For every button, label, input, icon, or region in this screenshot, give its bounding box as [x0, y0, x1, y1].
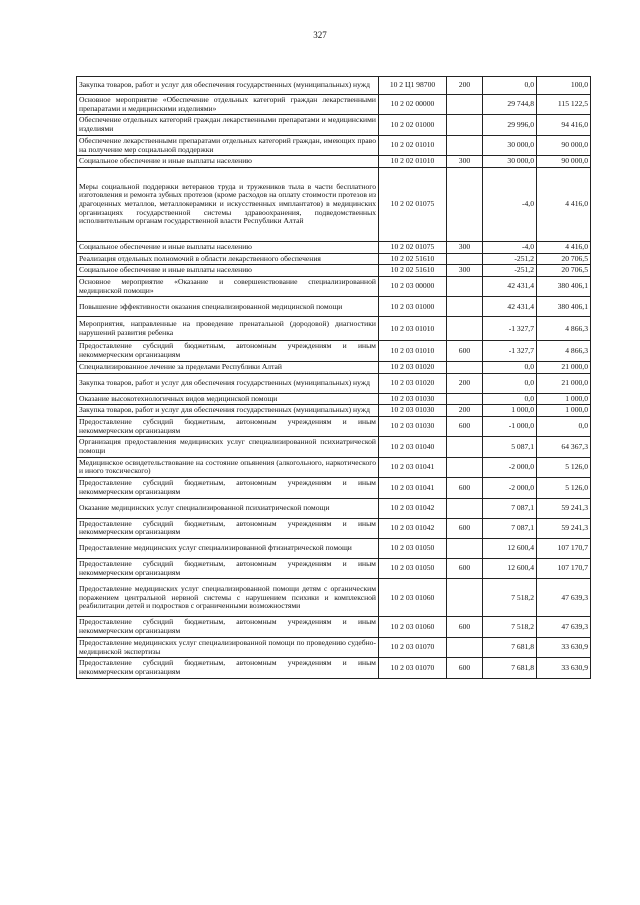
row-code: 10 2 02 01000	[379, 115, 447, 135]
row-name: Меры социальной поддержки ветеранов труда и тружеников тыла в части бесплатного изготовления и ремонта зубных протезов (кроме расходов на оплату стоимости протезов из драгоценных металлов, металлокерамики и искусственных имплантатов) в медицинских организациях государственной системы здравоохранения, подведомственных исполнительным органам государственной власти Республики Алтай	[77, 167, 379, 241]
row-name: Предоставление субсидий бюджетным, автономным учреждениям и иным некоммерческим организациям	[77, 558, 379, 578]
table-row	[77, 253, 591, 265]
row-code: 10 2 03 01030	[379, 416, 447, 436]
row-name: Социальное обеспечение и иные выплаты населению	[77, 241, 379, 253]
row-expense-type	[447, 437, 483, 457]
row-total-amount: 4 416,0	[537, 167, 591, 241]
table-row	[77, 297, 591, 317]
row-change-amount: 5 087,1	[483, 437, 537, 457]
row-expense-type: 200	[447, 77, 483, 95]
row-change-amount: 7 087,1	[483, 518, 537, 538]
row-change-amount: 12 600,4	[483, 538, 537, 558]
row-name: Оказание высокотехнологичных видов медицинской помощи	[77, 393, 379, 405]
row-expense-type	[447, 297, 483, 317]
row-total-amount: 20 706,5	[537, 253, 591, 265]
row-expense-type: 600	[447, 416, 483, 436]
row-expense-type: 600	[447, 341, 483, 361]
row-name: Предоставление медицинских услуг специализированной помощи по проведению судебно-медицинской экспертизы	[77, 637, 379, 657]
table-row	[77, 478, 591, 498]
row-code: 10 2 03 01041	[379, 457, 447, 477]
row-code: 10 2 03 01042	[379, 518, 447, 538]
row-change-amount: 7 518,2	[483, 617, 537, 637]
row-change-amount: 29 996,0	[483, 115, 537, 135]
row-code: 10 2 03 00000	[379, 277, 447, 297]
row-expense-type: 600	[447, 518, 483, 538]
row-code: 10 2 02 01075	[379, 241, 447, 253]
row-change-amount: 7 518,2	[483, 579, 537, 617]
table-row	[77, 167, 591, 241]
row-change-amount: -1 327,7	[483, 317, 537, 341]
row-change-amount: -251,2	[483, 265, 537, 277]
row-total-amount: 1 000,0	[537, 405, 591, 417]
table-row	[77, 317, 591, 341]
row-name: Предоставление субсидий бюджетным, автономным учреждениям и иным некоммерческим организациям	[77, 518, 379, 538]
row-change-amount: 0,0	[483, 373, 537, 393]
row-code: 10 2 02 01010	[379, 156, 447, 168]
table-row	[77, 95, 591, 115]
row-expense-type	[447, 115, 483, 135]
row-change-amount: 0,0	[483, 393, 537, 405]
row-total-amount: 33 630,9	[537, 637, 591, 657]
row-name: Предоставление медицинских услуг специализированной помощи детям с органическим поражением центральной нервной системы с нарушением психики и комплексной реабилитации детей и подростков с ограниченными возможностями	[77, 579, 379, 617]
row-name: Предоставление медицинских услуг специализированной фтизиатрической помощи	[77, 538, 379, 558]
table-row	[77, 115, 591, 135]
row-total-amount: 5 126,0	[537, 478, 591, 498]
row-code: 10 2 03 01070	[379, 658, 447, 678]
row-expense-type	[447, 277, 483, 297]
row-change-amount: -4,0	[483, 241, 537, 253]
row-expense-type: 600	[447, 658, 483, 678]
table-row	[77, 637, 591, 657]
row-expense-type	[447, 317, 483, 341]
row-expense-type	[447, 135, 483, 155]
row-code: 10 2 03 01050	[379, 558, 447, 578]
row-code: 10 2 03 01070	[379, 637, 447, 657]
row-change-amount: 42 431,4	[483, 297, 537, 317]
table-row	[77, 77, 591, 95]
row-expense-type	[447, 457, 483, 477]
row-total-amount: 47 639,3	[537, 579, 591, 617]
row-expense-type: 300	[447, 156, 483, 168]
row-name: Основное мероприятие «Обеспечение отдельных категорий граждан лекарственными препаратами и медицинскими изделиями»	[77, 95, 379, 115]
page-number: 327	[313, 30, 327, 40]
row-expense-type: 600	[447, 558, 483, 578]
row-expense-type	[447, 253, 483, 265]
table-row	[77, 156, 591, 168]
row-name: Закупка товаров, работ и услуг для обеспечения государственных (муниципальных) нужд	[77, 77, 379, 95]
row-name: Предоставление субсидий бюджетным, автономным учреждениям и иным некоммерческим организациям	[77, 658, 379, 678]
row-code: 10 2 03 01020	[379, 361, 447, 373]
row-code: 10 2 03 01030	[379, 393, 447, 405]
row-change-amount: 29 744,8	[483, 95, 537, 115]
row-code: 10 2 03 01040	[379, 437, 447, 457]
row-expense-type: 600	[447, 478, 483, 498]
table-row	[77, 241, 591, 253]
row-change-amount: 1 000,0	[483, 405, 537, 417]
row-code: 10 2 02 51610	[379, 253, 447, 265]
budget-table-body	[77, 77, 591, 679]
row-expense-type	[447, 538, 483, 558]
row-code: 10 2 03 01020	[379, 373, 447, 393]
row-total-amount: 115 122,5	[537, 95, 591, 115]
row-code: 10 2 03 01010	[379, 317, 447, 341]
row-name: Закупка товаров, работ и услуг для обеспечения государственных (муниципальных) нужд	[77, 373, 379, 393]
row-code: 10 2 03 01050	[379, 538, 447, 558]
row-total-amount: 107 170,7	[537, 538, 591, 558]
table-row	[77, 518, 591, 538]
table-row	[77, 135, 591, 155]
table-row	[77, 361, 591, 373]
row-total-amount: 4 866,3	[537, 317, 591, 341]
row-expense-type: 200	[447, 405, 483, 417]
row-name: Обеспечение лекарственными препаратами отдельных категорий граждан, имеющих право на получение мер социальной поддержки	[77, 135, 379, 155]
row-name: Обеспечение отдельных категорий граждан лекарственными препаратами и медицинскими изделиями	[77, 115, 379, 135]
row-total-amount: 4 866,3	[537, 341, 591, 361]
row-change-amount: 0,0	[483, 77, 537, 95]
table-row	[77, 437, 591, 457]
row-code: 10 2 02 00000	[379, 95, 447, 115]
row-total-amount: 1 000,0	[537, 393, 591, 405]
row-change-amount: -2 000,0	[483, 478, 537, 498]
row-total-amount: 5 126,0	[537, 457, 591, 477]
table-row	[77, 373, 591, 393]
row-name: Повышение эффективности оказания специализированной медицинской помощи	[77, 297, 379, 317]
row-expense-type	[447, 579, 483, 617]
row-change-amount: -251,2	[483, 253, 537, 265]
row-expense-type	[447, 167, 483, 241]
row-name: Оказание медицинских услуг специализированной психиатрической помощи	[77, 498, 379, 518]
row-expense-type: 600	[447, 617, 483, 637]
row-name: Мероприятия, направленные на проведение пренатальной (дородовой) диагностики нарушений развития ребенка	[77, 317, 379, 341]
row-change-amount: -4,0	[483, 167, 537, 241]
row-total-amount: 21 000,0	[537, 361, 591, 373]
row-change-amount: -1 000,0	[483, 416, 537, 436]
table-row	[77, 416, 591, 436]
row-name: Предоставление субсидий бюджетным, автономным учреждениям и иным некоммерческим организациям	[77, 416, 379, 436]
table-row	[77, 579, 591, 617]
row-total-amount: 59 241,3	[537, 518, 591, 538]
row-expense-type	[447, 498, 483, 518]
row-change-amount: 0,0	[483, 361, 537, 373]
row-total-amount: 100,0	[537, 77, 591, 95]
row-code: 10 2 03 01042	[379, 498, 447, 518]
table-row	[77, 617, 591, 637]
table-row	[77, 457, 591, 477]
row-expense-type: 300	[447, 241, 483, 253]
row-code: 10 2 03 01030	[379, 405, 447, 417]
row-expense-type	[447, 95, 483, 115]
row-code: 10 2 03 01010	[379, 341, 447, 361]
row-code: 10 2 03 01041	[379, 478, 447, 498]
row-total-amount: 64 367,3	[537, 437, 591, 457]
row-name: Организация предоставления медицинских услуг специализированной психиатрической помощи	[77, 437, 379, 457]
row-name: Реализация отдельных полномочий в области лекарственного обеспечения	[77, 253, 379, 265]
row-change-amount: 7 681,8	[483, 658, 537, 678]
row-code: 10 2 03 01060	[379, 579, 447, 617]
row-code: 10 2 02 01010	[379, 135, 447, 155]
row-total-amount: 380 406,1	[537, 297, 591, 317]
row-name: Специализированное лечение за пределами Республики Алтай	[77, 361, 379, 373]
row-code: 10 2 03 01060	[379, 617, 447, 637]
row-code: 10 2 Ц1 98700	[379, 77, 447, 95]
row-name: Социальное обеспечение и иные выплаты населению	[77, 156, 379, 168]
row-change-amount: 42 431,4	[483, 277, 537, 297]
row-code: 10 2 02 01075	[379, 167, 447, 241]
row-name: Закупка товаров, работ и услуг для обеспечения государственных (муниципальных) нужд	[77, 405, 379, 417]
row-total-amount: 20 706,5	[537, 265, 591, 277]
row-change-amount: 30 000,0	[483, 135, 537, 155]
row-change-amount: 7 681,8	[483, 637, 537, 657]
row-name: Социальное обеспечение и иные выплаты населению	[77, 265, 379, 277]
row-total-amount: 90 000,0	[537, 135, 591, 155]
row-total-amount: 380 406,1	[537, 277, 591, 297]
table-row	[77, 558, 591, 578]
row-expense-type: 300	[447, 265, 483, 277]
table-row	[77, 277, 591, 297]
row-total-amount: 0,0	[537, 416, 591, 436]
row-total-amount: 47 639,3	[537, 617, 591, 637]
budget-table	[76, 76, 591, 679]
row-expense-type	[447, 361, 483, 373]
row-name: Медицинское освидетельствование на состояние опьянения (алкогольного, наркотического и иного токсического)	[77, 457, 379, 477]
row-name: Предоставление субсидий бюджетным, автономным учреждениям и иным некоммерческим организациям	[77, 617, 379, 637]
row-total-amount: 107 170,7	[537, 558, 591, 578]
row-total-amount: 4 416,0	[537, 241, 591, 253]
table-row	[77, 405, 591, 417]
row-expense-type	[447, 393, 483, 405]
row-expense-type: 200	[447, 373, 483, 393]
row-total-amount: 90 000,0	[537, 156, 591, 168]
row-name: Предоставление субсидий бюджетным, автономным учреждениям и иным некоммерческим организациям	[77, 478, 379, 498]
table-row	[77, 341, 591, 361]
row-total-amount: 59 241,3	[537, 498, 591, 518]
row-change-amount: -1 327,7	[483, 341, 537, 361]
row-name: Основное мероприятие «Оказание и совершенствование специализированной медицинской помощи»	[77, 277, 379, 297]
table-row	[77, 265, 591, 277]
row-change-amount: -2 000,0	[483, 457, 537, 477]
row-change-amount: 7 087,1	[483, 498, 537, 518]
row-expense-type	[447, 637, 483, 657]
row-total-amount: 94 416,0	[537, 115, 591, 135]
row-change-amount: 12 600,4	[483, 558, 537, 578]
row-name: Предоставление субсидий бюджетным, автономным учреждениям и иным некоммерческим организациям	[77, 341, 379, 361]
row-code: 10 2 03 01000	[379, 297, 447, 317]
table-row	[77, 393, 591, 405]
row-total-amount: 33 630,9	[537, 658, 591, 678]
row-code: 10 2 02 51610	[379, 265, 447, 277]
row-total-amount: 21 000,0	[537, 373, 591, 393]
row-change-amount: 30 000,0	[483, 156, 537, 168]
table-row	[77, 538, 591, 558]
table-row	[77, 658, 591, 678]
table-row	[77, 498, 591, 518]
